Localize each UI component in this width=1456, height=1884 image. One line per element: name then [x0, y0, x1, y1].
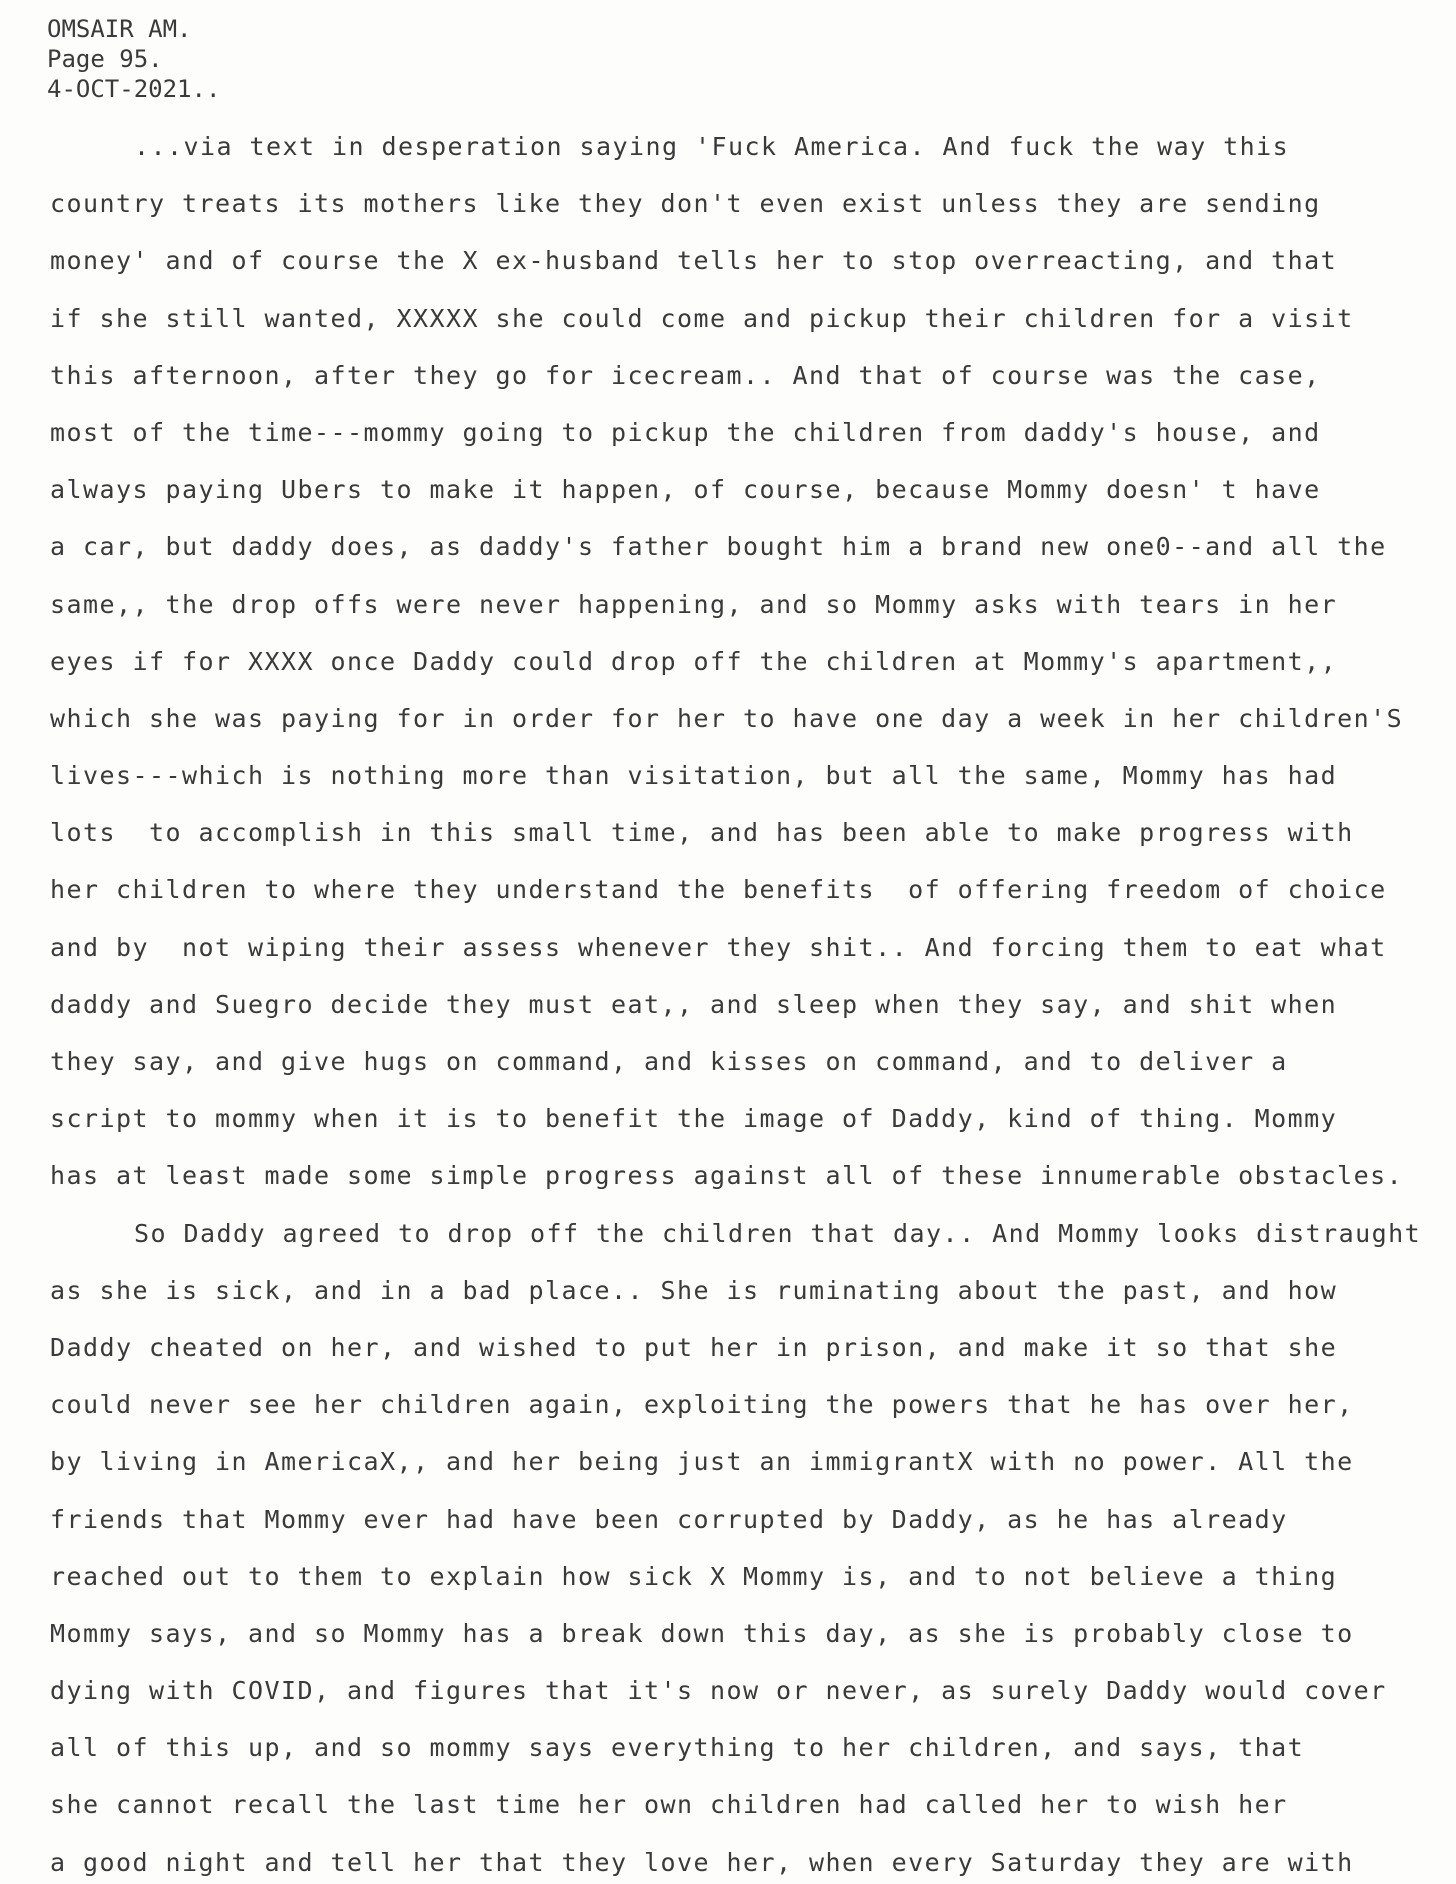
text-line: always paying Ubers to make it happen, of course, because Mommy doesn' t have — [50, 475, 1321, 505]
text-line: Mommy says, and so Mommy has a break down this day, as she is probably close to — [50, 1618, 1354, 1648]
text-line: money' and of course the X ex-husband tells her to stop overreacting, and that — [50, 246, 1338, 276]
text-line: dying with COVID, and figures that it's now or never, as surely Daddy would cover — [50, 1676, 1387, 1706]
text-line: this afternoon, after they go for icecream.. And that of course was the case, — [50, 360, 1321, 390]
header-date: 4-OCT-2021.. — [47, 75, 221, 103]
text-line: if she still wanted, XXXXX she could come and pickup their children for a visit — [50, 303, 1354, 333]
text-line: and by not wiping their assess whenever they shit.. And forcing them to eat what — [50, 932, 1387, 962]
text-line: reached out to them to explain how sick X Mommy is, and to not believe a thing — [50, 1561, 1338, 1591]
text-line: Daddy cheated on her, and wished to put her in prison, and make it so that she — [50, 1332, 1338, 1362]
text-line: friends that Mommy ever had have been corrupted by Daddy, as he has already — [50, 1504, 1288, 1534]
text-line: which she was paying for in order for her to have one day a week in her children'S — [50, 703, 1404, 733]
text-line: lives---which is nothing more than visitation, but all the same, Mommy has had — [50, 761, 1338, 791]
page-header — [47, 14, 220, 104]
text-line: by living in AmericaX,, and her being just an immigrantX with no power. All the — [50, 1447, 1354, 1477]
header-author: OMSAIR AM. — [47, 15, 192, 43]
text-line: she cannot recall the last time her own children had called her to wish her — [50, 1790, 1288, 1820]
text-line: her children to where they understand the benefits of offering freedom of choice — [50, 875, 1387, 905]
text-line: country treats its mothers like they don't even exist unless they are sending — [50, 189, 1321, 219]
text-line: most of the time---mommy going to pickup the children from daddy's house, and — [50, 417, 1321, 447]
text-line: daddy and Suegro decide they must eat,, and sleep when they say, and shit when — [50, 989, 1338, 1019]
text-line: they say, and give hugs on command, and kisses on command, and to deliver a — [50, 1047, 1288, 1076]
typewritten-body — [50, 118, 1450, 1884]
text-line: script to mommy when it is to benefit the image of Daddy, kind of thing. Mommy — [50, 1104, 1338, 1134]
text-line: as she is sick, and in a bad place.. She is ruminating about the past, and how — [50, 1275, 1338, 1305]
text-line: all of this up, and so mommy says everything to her children, and says, that — [50, 1733, 1305, 1763]
header-page-number: Page 95. — [47, 45, 163, 73]
text-line: lots to accomplish in this small time, and has been able to make progress with — [50, 818, 1354, 848]
text-line: eyes if for XXXX once Daddy could drop off the children at Mommy's apartment,, — [50, 646, 1338, 676]
text-line: So Daddy agreed to drop off the children that day.. And Mommy looks distraught — [134, 1218, 1422, 1248]
text-line: has at least made some simple progress against all of these innumerable obstacles. — [50, 1161, 1404, 1191]
text-line: same,, the drop offs were never happening, and so Mommy asks with tears in her — [50, 589, 1338, 619]
text-line: ...via text in desperation saying 'Fuck America. And fuck the way this — [134, 132, 1290, 161]
text-line: a car, but daddy does, as daddy's father bought him a brand new one0--and all the — [50, 532, 1387, 562]
text-line: a good night and tell her that they love her, when every Saturday they are with — [50, 1847, 1354, 1877]
text-line: could never see her children again, exploiting the powers that he has over her, — [50, 1390, 1354, 1420]
